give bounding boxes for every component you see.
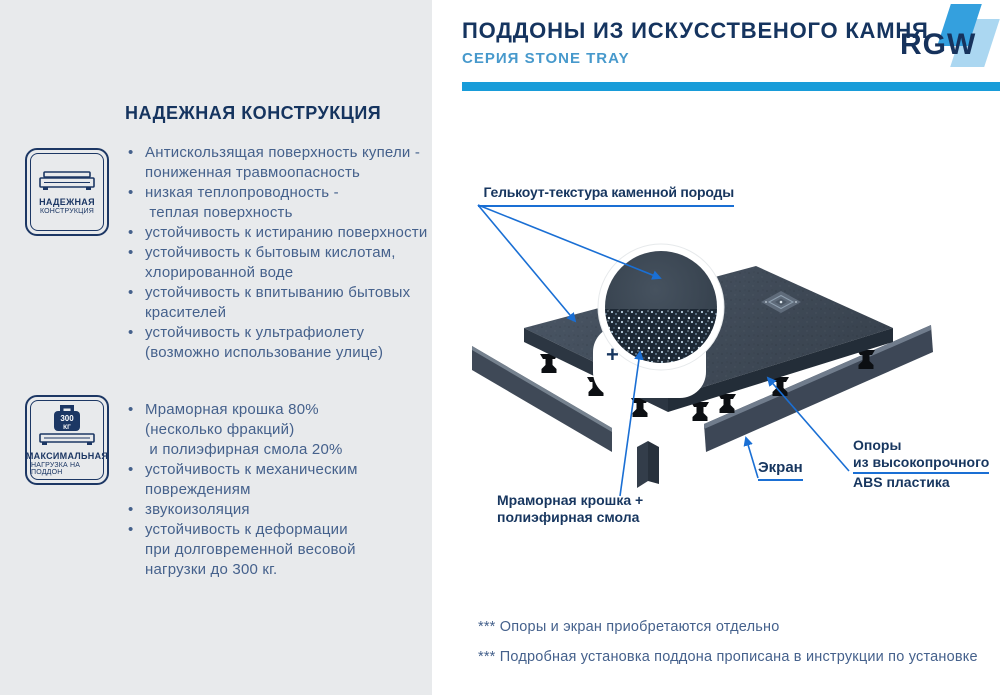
- list-item-text: звукоизоляция: [145, 501, 250, 518]
- label-line: полиэфирная смола: [497, 509, 640, 525]
- bullet-dot: •: [128, 224, 134, 241]
- bullet-dot: •: [128, 521, 134, 538]
- rgw-logo: [898, 2, 1000, 72]
- label-line: Мраморная крошка +: [497, 492, 644, 508]
- badge-subtitle: НАГРУЗКА НА ПОДДОН: [31, 462, 81, 476]
- bullet-dot: •: [128, 144, 134, 161]
- plus-symbol: +: [606, 342, 619, 367]
- list-item: [128, 400, 433, 460]
- badge-title: НАДЕЖНАЯ: [39, 196, 95, 207]
- corner-piece: [637, 441, 659, 488]
- list-item: [128, 323, 433, 363]
- list-item-text: низкая теплопроводность - теплая поверхность: [145, 184, 339, 221]
- badge-reliable-construction: [25, 148, 109, 236]
- weight-value: 300: [60, 414, 74, 423]
- list-item: [128, 183, 433, 223]
- badge-inner-frame: [30, 153, 104, 231]
- list-item-text: Антискользящая поверхность купели - пониженная травмоопасность: [145, 144, 421, 181]
- weight-unit: КГ: [63, 424, 71, 431]
- list-item-text: устойчивость к деформации при долговременной весовой нагрузки до 300 кг.: [145, 521, 356, 578]
- section-heading: НАДЕЖНАЯ КОНСТРУКЦИЯ: [125, 103, 382, 123]
- badge-subtitle: КОНСТРУКЦИЯ: [39, 207, 95, 215]
- label-line: ABS пластика: [853, 474, 950, 490]
- label-abs-supports: [853, 437, 989, 491]
- label-gelcoat: Гелькоут-текстура каменной породы: [478, 184, 734, 207]
- list-item-text: устойчивость к ультрафиолету (возможно использование улице): [145, 324, 384, 361]
- bullet-dot: •: [128, 461, 134, 478]
- label-screen: Экран: [758, 459, 803, 481]
- bullet-dot: •: [128, 244, 134, 261]
- list-item: [128, 283, 433, 323]
- list-item: [128, 243, 433, 283]
- page-subtitle: СЕРИЯ STONE TRAY: [462, 50, 630, 67]
- list-item: [128, 143, 433, 183]
- list-item: [128, 500, 433, 520]
- header-accent-bar: [462, 82, 1000, 91]
- list-item-text: устойчивость к бытовым кислотам, хлорированной воде: [145, 244, 396, 281]
- list-item-text: устойчивость к механическим повреждениям: [145, 461, 358, 498]
- list-item-text: устойчивость к истиранию поверхности: [145, 224, 428, 241]
- features-list-2: [128, 400, 433, 580]
- label-marble-chips: [497, 492, 643, 526]
- weight-icon: [37, 404, 97, 446]
- badge-max-load: [25, 395, 109, 485]
- label-line: из высокопрочного: [853, 454, 989, 474]
- badge-title: МАКСИМАЛЬНАЯ: [25, 451, 109, 461]
- footnote-screens-sold-separately: *** Опоры и экран приобретаются отдельно: [478, 619, 780, 635]
- page-title: ПОДДОНЫ ИЗ ИСКУССТВЕНОГО КАМНЯ: [462, 18, 929, 43]
- bullet-dot: •: [128, 284, 134, 301]
- list-item: [128, 223, 433, 243]
- logo-text: RGW: [900, 28, 977, 61]
- bullet-dot: •: [128, 401, 134, 418]
- bullet-dot: •: [128, 324, 134, 341]
- tray-profile-icon: [37, 170, 97, 192]
- list-item-text: устойчивость к впитыванию бытовых красителей: [145, 284, 411, 321]
- badge-inner-frame: [25, 400, 109, 480]
- label-line: Опоры: [853, 437, 902, 453]
- list-item: [128, 460, 433, 500]
- list-item: [128, 520, 433, 580]
- list-item-text: Мраморная крошка 80% (несколько фракций) и полиэфирная смола 20%: [145, 401, 343, 458]
- footnote-installation-manual: *** Подробная установка поддона прописана в инструкции по установке: [478, 649, 978, 665]
- bullet-dot: •: [128, 184, 134, 201]
- features-list-1: [128, 143, 433, 363]
- bullet-dot: •: [128, 501, 134, 518]
